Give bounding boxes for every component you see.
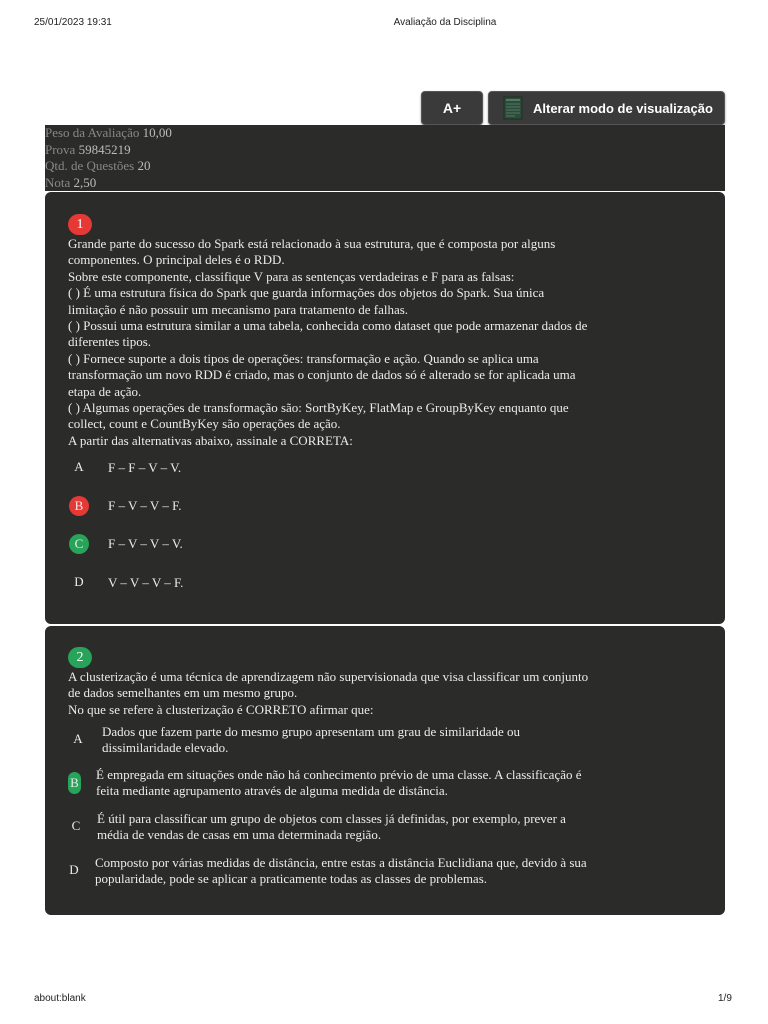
statement-line: No que se refere à clusterização é CORRETO afirmar que: <box>68 701 374 717</box>
option-text <box>102 724 520 757</box>
assessment-info <box>45 125 725 191</box>
option-text-line: média de vendas de casas em uma determinada região. <box>97 827 382 843</box>
view-mode-button[interactable] <box>488 91 725 125</box>
statement-line: transformação um novo RDD é criado, mas o conjunto de dados só é alterado se for aplicada uma <box>68 367 576 383</box>
option-text-line: Dados que fazem parte do mesmo grupo apresentam um grau de similaridade ou <box>102 724 521 739</box>
question-statement <box>68 236 718 449</box>
option-letter: B <box>68 772 81 794</box>
option-text-line: É útil para classificar um grupo de objetos com classes já definidas, por exemplo, prever a <box>97 811 566 826</box>
option-letter: D <box>69 862 79 877</box>
option-letter: A <box>74 459 84 474</box>
option-text-line: dissimilaridade elevado. <box>102 740 229 756</box>
statement-line: de dados semelhantes em um mesmo grupo. <box>68 685 298 701</box>
option-letter: B <box>69 496 89 516</box>
info-prova <box>45 142 725 159</box>
option-letter: C <box>71 818 81 833</box>
print-url: about:blank <box>34 993 86 1004</box>
info-peso-label: Peso da Avaliação <box>45 125 140 140</box>
option-text: V – V – V – F. <box>108 575 184 590</box>
print-title: Avaliação da Disciplina <box>393 17 497 28</box>
info-peso-value: 10,00 <box>142 125 172 140</box>
statement-line: componentes. O principal deles é o RDD. <box>68 252 285 268</box>
statement-line: limitação é não possuir um mecanismo para tratamento de falhas. <box>68 301 409 317</box>
option-text-line: popularidade, pode se aplicar a praticamente todas as classes de problemas. <box>95 871 488 887</box>
statement-line: collect, count e CountByKey são operações de ação. <box>68 416 341 432</box>
statement-line: ( ) Fornece suporte a dois tipos de operações: transformação e ação. Quando se aplica uma <box>68 350 539 366</box>
info-qtd-label: Qtd. de Questões <box>45 158 135 173</box>
option-letter: D <box>74 574 84 589</box>
statement-line: Grande parte do sucesso do Spark está relacionado à sua estrutura, que é composta por alguns <box>68 236 556 251</box>
info-nota-value: 2,50 <box>73 174 97 190</box>
question-card-2 <box>45 626 725 915</box>
option-text: F – V – V – F. <box>108 498 182 513</box>
option-text <box>97 811 566 844</box>
statement-line: diferentes tipos. <box>68 334 152 350</box>
statement-line: etapa de ação. <box>68 383 142 399</box>
option-text <box>95 855 587 888</box>
info-nota <box>45 175 725 192</box>
option-text-line: Composto por várias medidas de distância, entre estas a distância Euclidiana que, devido à sua <box>95 855 587 870</box>
question-number-badge: 1 <box>68 214 92 235</box>
statement-line: ( ) É uma estrutura física do Spark que guarda informações dos objetos do Spark. Sua única <box>68 285 545 301</box>
option-text-line: feita mediante agrupamento através de alguma medida de distância. <box>96 783 448 799</box>
font-size-button[interactable] <box>421 91 483 125</box>
view-mode-button-label: Alterar modo de visualização <box>533 100 713 116</box>
statement-line: A clusterização é uma técnica de aprendizagem não supervisionada que visa classificar um conjunto <box>68 669 589 684</box>
statement-line: ( ) Possui uma estrutura similar a uma tabela, conhecida como dataset que pode armazenar dados de <box>68 318 588 334</box>
book-view-icon <box>503 96 523 120</box>
print-page-number: 1/9 <box>718 993 732 1004</box>
info-qtd <box>45 158 725 175</box>
statement-line: A partir das alternativas abaixo, assinale a CORRETA: <box>68 432 353 448</box>
option-text: F – F – V – V. <box>108 460 182 475</box>
font-size-button-label: A+ <box>442 100 462 116</box>
statement-line: ( ) Algumas operações de transformação são: SortByKey, FlatMap e GroupByKey enquanto que <box>68 400 569 416</box>
info-prova-label: Prova <box>45 141 76 157</box>
option-text: F – V – V – V. <box>108 536 183 551</box>
info-qtd-value: 20 <box>137 158 151 173</box>
option-text <box>96 767 582 800</box>
info-nota-label: Nota <box>45 174 71 190</box>
info-prova-value: 59845219 <box>78 141 131 157</box>
question-number-badge: 2 <box>68 647 92 668</box>
question-statement <box>68 669 718 718</box>
option-letter: C <box>69 534 89 554</box>
statement-line: Sobre este componente, classifique V para as sentenças verdadeiras e F para as falsas: <box>68 268 515 284</box>
option-letter: A <box>73 731 83 746</box>
option-text-line: É empregada em situações onde não há conhecimento prévio de uma classe. A classificação é <box>96 767 582 782</box>
print-datetime: 25/01/2023 19:31 <box>34 17 112 28</box>
question-card-1 <box>45 192 725 624</box>
info-peso <box>45 125 725 142</box>
